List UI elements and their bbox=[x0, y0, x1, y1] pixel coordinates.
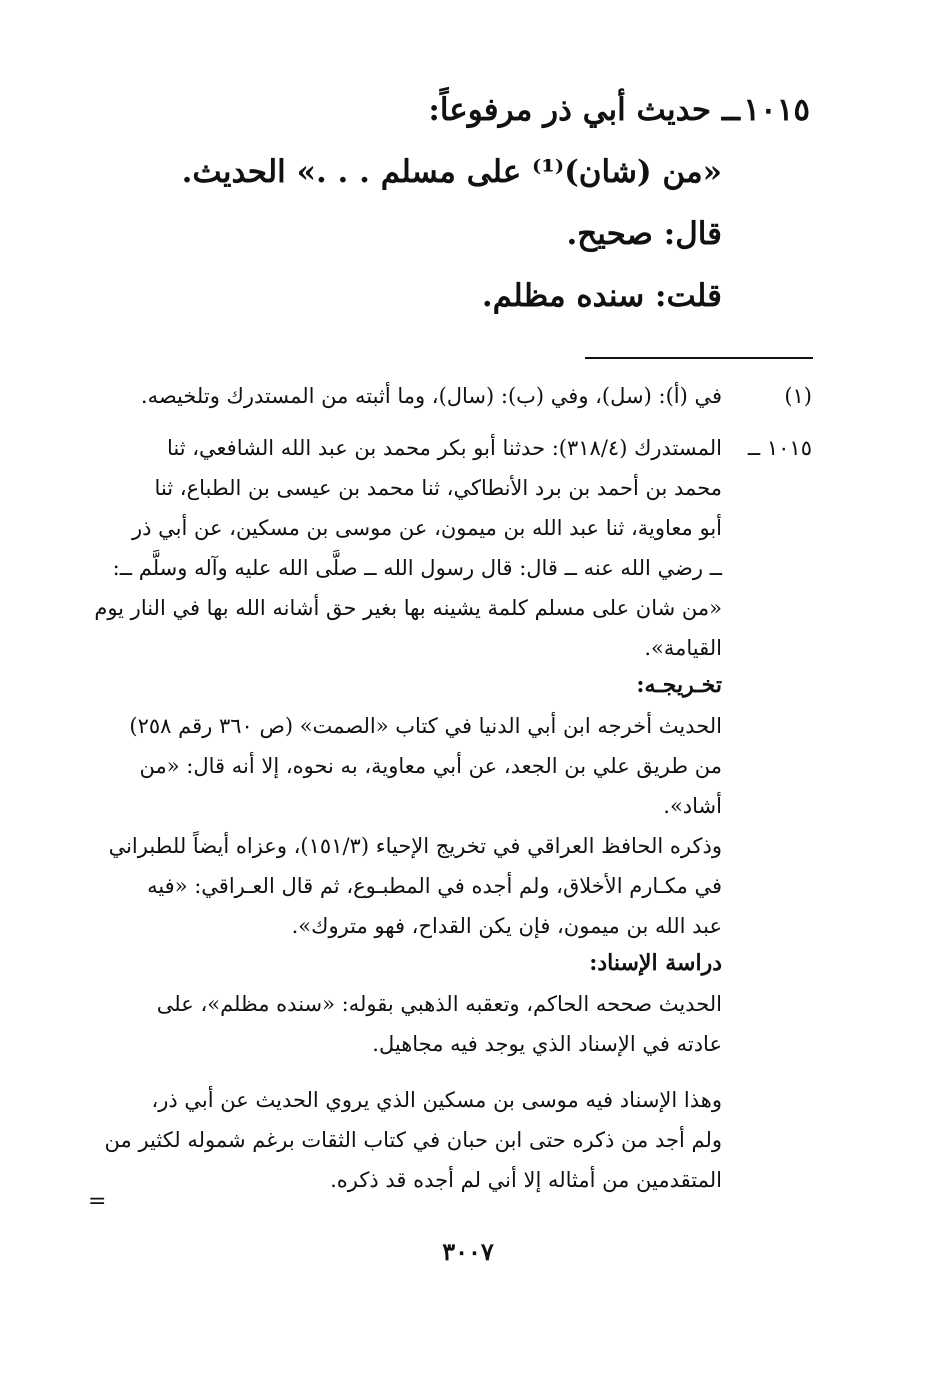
commentary-line: ــ رضي الله عنه ــ قال: قال رسول الله ــ صلَّى الله عليه وآله وسلَّم ــ: bbox=[112, 556, 722, 580]
takhrij-line: أشاد». bbox=[663, 794, 722, 818]
dirasa-heading: دراسة الإسناد: bbox=[589, 950, 722, 976]
commentary-number: ١٠١٥ ــ bbox=[747, 436, 812, 460]
takhrij-line: عبد الله بن ميمون، فإن يكن القداح، فهو متروك». bbox=[291, 914, 722, 938]
commentary-line: القيامة». bbox=[644, 636, 722, 660]
final-line: المتقدمين من أمثاله إلا أني لم أجده قد ذكره. bbox=[330, 1168, 722, 1192]
final-line: وهذا الإسناد فيه موسى بن مسكين الذي يروي الحديث عن أبي ذر، bbox=[151, 1088, 722, 1112]
commentary-line: «من شان على مسلم كلمة يشينه بها بغير حق أشانه الله بها في النار يوم bbox=[94, 596, 722, 620]
footnote-marker: (١) bbox=[784, 384, 812, 408]
takhrij-heading: تخـريجـه: bbox=[636, 672, 722, 698]
continuation-mark: = bbox=[88, 1189, 107, 1214]
entry-qultu: قلت: سنده مظلم. bbox=[481, 278, 722, 314]
commentary-line: محمد بن أحمد بن برد الأنطاكي، ثنا محمد بن عيسى بن الطباع، ثنا bbox=[154, 476, 722, 500]
entry-number: ١٠١٥ bbox=[743, 92, 810, 128]
page-number: ٣٠٠٧ bbox=[442, 1237, 494, 1266]
entry-quote: «من (شان)⁽¹⁾ على مسلم . . .» الحديث. bbox=[181, 154, 722, 190]
final-line: ولم أجد من ذكره حتى ابن حبان في كتاب الثقات برغم شموله لكثير من bbox=[104, 1128, 722, 1152]
footnote-divider bbox=[585, 357, 813, 359]
takhrij-line: من طريق علي بن الجعد، عن أبي معاوية، به نحوه، إلا أنه قال: «من bbox=[139, 754, 722, 778]
takhrij-line: الحديث أخرجه ابن أبي الدنيا في كتاب «الصمت» (ص ٣٦٠ رقم ٢٥٨) bbox=[129, 714, 722, 738]
entry-qala: قال: صحيح. bbox=[566, 216, 722, 252]
entry-title: ــ حديث أبي ذر مرفوعاً: bbox=[428, 92, 740, 128]
dirasa-line: عادته في الإسناد الذي يوجد فيه مجاهيل. bbox=[372, 1032, 722, 1056]
takhrij-line: وذكره الحافظ العراقي في تخريج الإحياء (١٥١/٣)، وعزاه أيضاً للطبراني bbox=[108, 834, 722, 858]
takhrij-line: في مكـارم الأخلاق، ولم أجده في المطبـوع، ثم قال العـراقي: «فيه bbox=[147, 874, 722, 898]
dirasa-line: الحديث صححه الحاكم، وتعقبه الذهبي بقوله: «سنده مظلم»، على bbox=[156, 992, 722, 1016]
footnote-text: في (أ): (سل)، وفي (ب): (سال)، وما أثبته من المستدرك وتلخيصه. bbox=[140, 384, 722, 408]
commentary-line: أبو معاوية، ثنا عبد الله بن ميمون، عن موسى بن مسكين، عن أبي ذر bbox=[131, 516, 722, 540]
commentary-line: المستدرك (٣١٨/٤): حدثنا أبو بكر محمد بن عبد الله الشافعي، ثنا bbox=[166, 436, 722, 460]
